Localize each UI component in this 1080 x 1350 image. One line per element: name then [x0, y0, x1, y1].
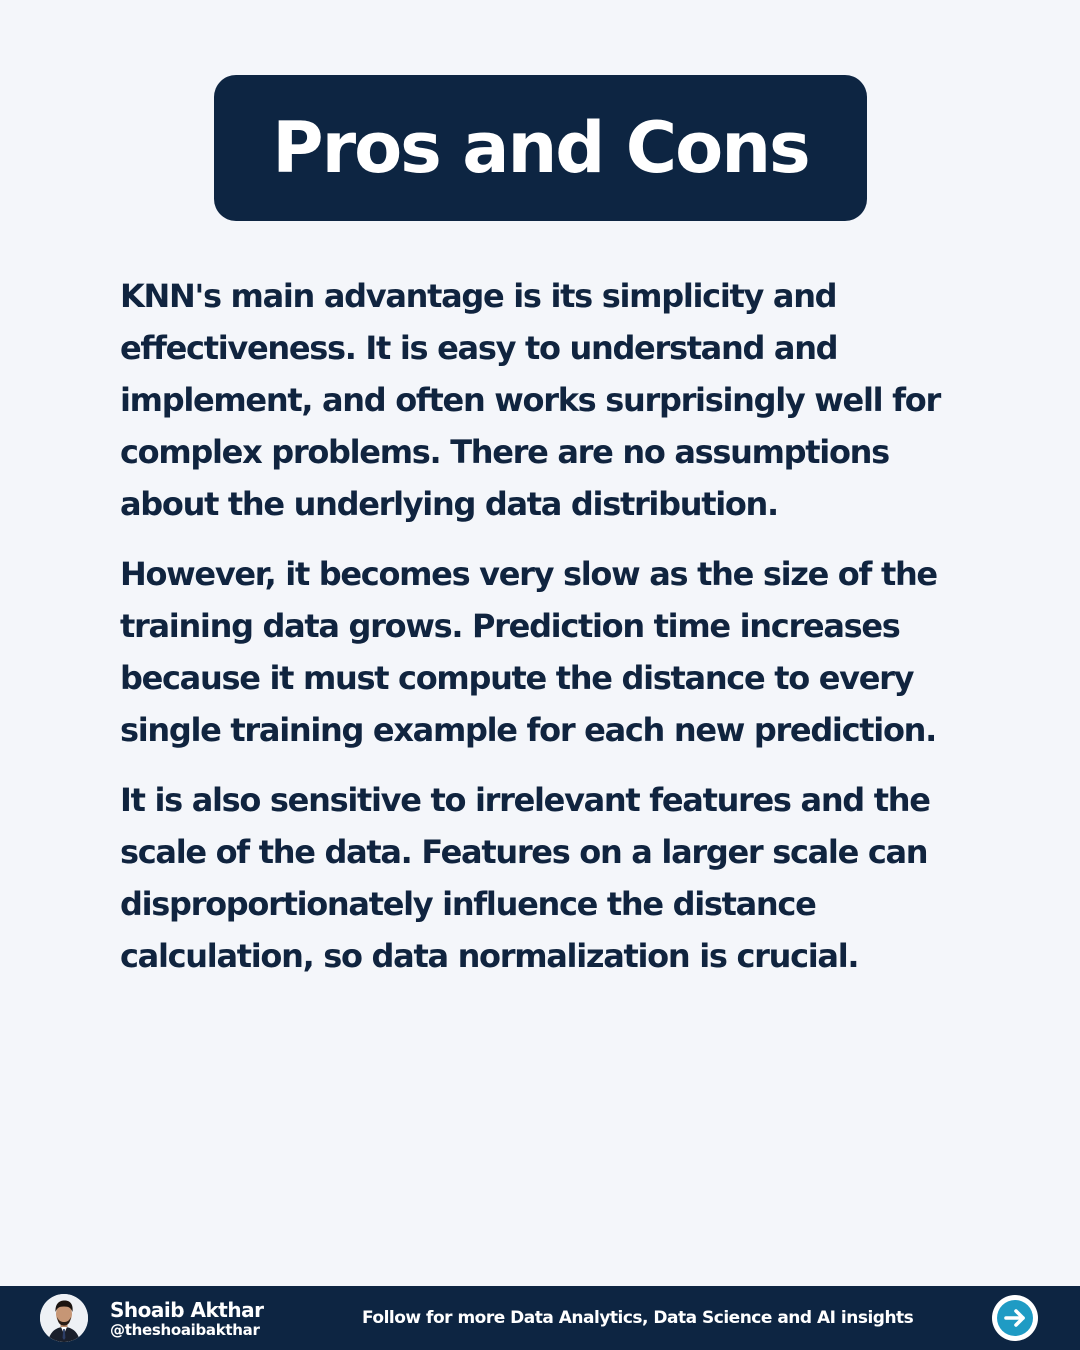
- title-banner: [214, 75, 867, 221]
- arrow-right-circle-icon: [995, 1298, 1035, 1338]
- author-handle[interactable]: @theshoaibakthar: [110, 1321, 260, 1339]
- author-name: Shoaib Akthar: [110, 1298, 264, 1322]
- page-title: Pros and Cons: [272, 107, 809, 189]
- avatar[interactable]: [40, 1294, 88, 1342]
- body-content: [120, 270, 970, 1000]
- footer-bar: [0, 1286, 1080, 1350]
- paragraph-pros: KNN's main advantage is its simplicity and effectiveness. It is easy to understand and implement, and often works surprisingly well for complex problems. There are no assumptions about the underlying data distribution.: [120, 277, 940, 523]
- paragraph-cons-scale: It is also sensitive to irrelevant features and the scale of the data. Features on a larger scale can disproportionately influence the distance calculation, so data normalization is crucial.: [120, 781, 930, 975]
- follow-cta-text: Follow for more Data Analytics, Data Science and AI insights: [362, 1308, 914, 1328]
- paragraph-cons-speed: However, it becomes very slow as the size of the training data grows. Prediction time increases because it must compute the distance to every single training example for each new prediction.: [120, 555, 937, 749]
- next-button[interactable]: [992, 1295, 1038, 1341]
- author-info: [110, 1298, 263, 1338]
- avatar-portrait-icon: [40, 1294, 88, 1342]
